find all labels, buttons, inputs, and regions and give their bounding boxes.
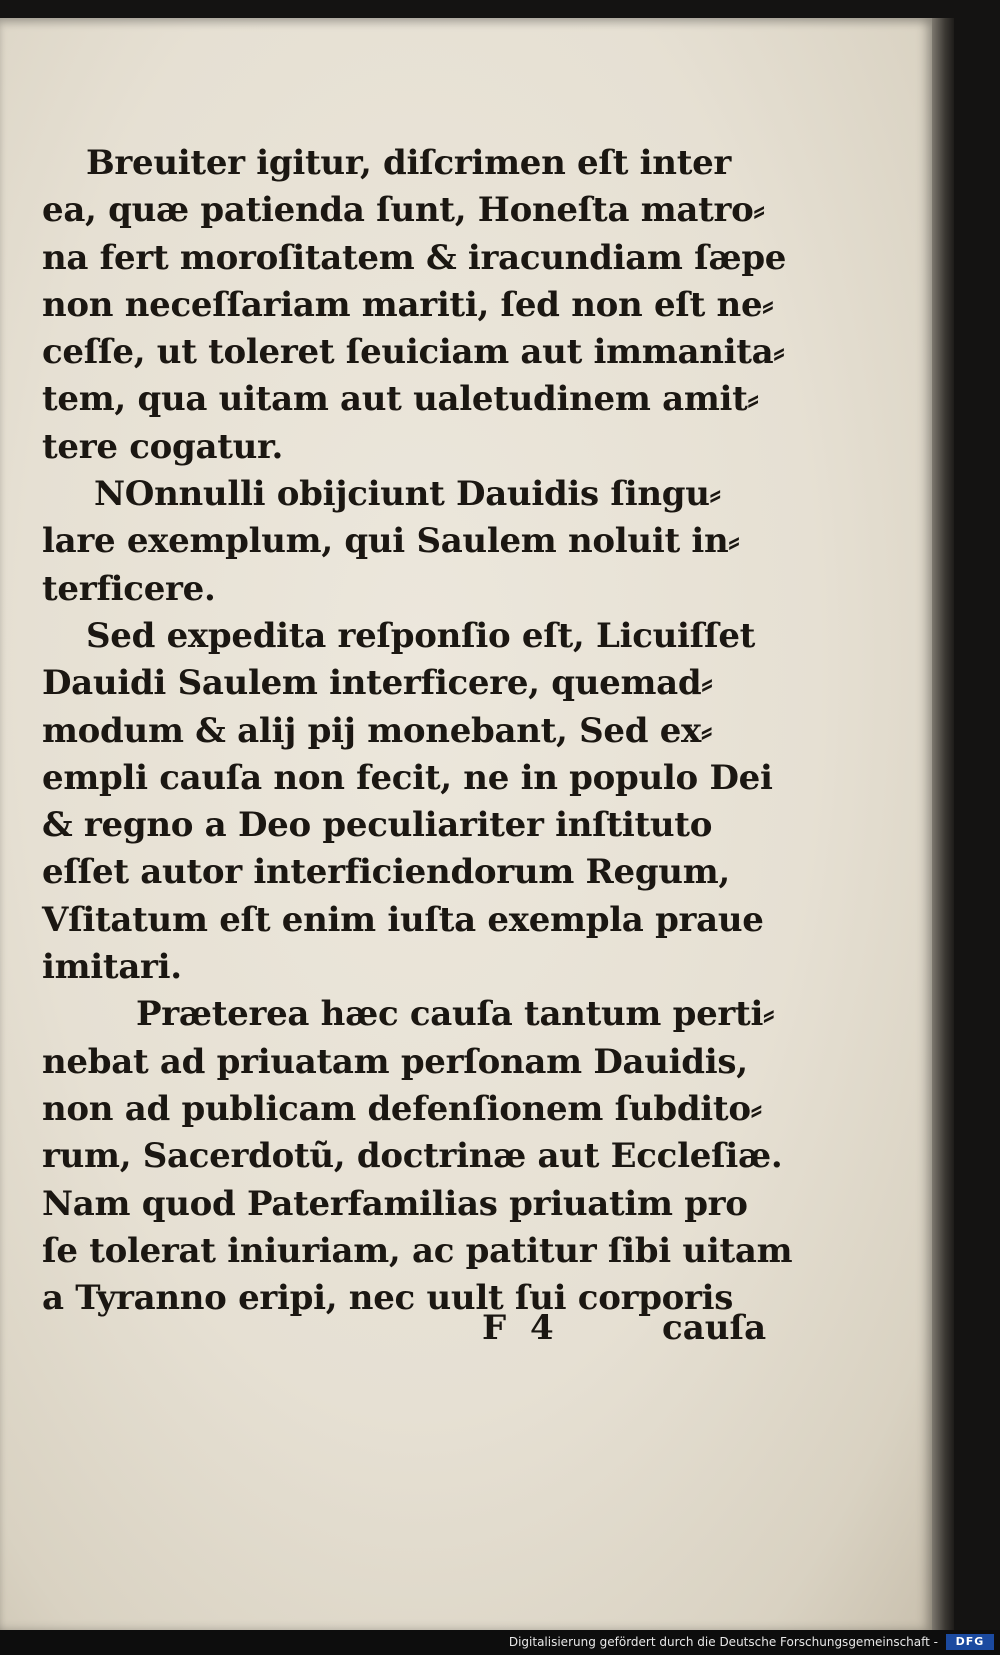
text-line: lare exemplum, qui Saulem noluit in⸗ [42,521,740,562]
text-line: ſe tolerat iniuriam, ac patitur ſibi uitam [42,1230,793,1271]
text-line: tem, qua uitam aut ualetudinem amit⸗ [42,379,759,420]
catchword: cauſa [662,1308,767,1348]
signature-mark: F 4 [482,1308,560,1348]
text-line: NOnnulli obijciunt Dauidis ſingu⸗ [94,474,721,515]
text-line: non neceſſariam mariti, ſed non eſt ne⸗ [42,284,774,325]
text-line: Præterea hæc cauſa tantum perti⸗ [136,994,775,1035]
text-line: imitari. [42,947,182,988]
text-line: nebat ad priuatam perſonam Dauidis, [42,1041,748,1082]
text-line: eſſet autor interficiendorum Regum, [42,852,730,893]
text-line: non ad publicam defenſionem ſubdito⸗ [42,1088,762,1129]
text-line: terficere. [42,568,216,609]
text-line: Vſitatum eſt enim iuſta exempla praue [42,899,764,940]
text-line: Sed expedita reſponſio eſt, Licuiſſet [86,615,756,656]
footer-bar [0,1630,1000,1655]
text-line: Dauidi Saulem interficere, quemad⸗ [42,663,713,704]
text-line: ceſſe, ut toleret ſeuiciam aut immanita⸗ [42,332,785,373]
text-line: na fert moroſitatem & iracundiam ſæpe [42,237,787,278]
text-line: Nam quod Paterfamilias priuatim pro [42,1183,748,1224]
signature-line [42,1308,767,1358]
paragraph-1 [42,140,787,471]
text-line: Breuiter igitur, diſcrimen eſt inter [86,143,732,183]
text-line: a Tyranno eripi, nec uult ſui corporis [42,1278,734,1319]
paragraph-3 [42,613,773,991]
page-text [42,140,793,1322]
dfg-logo: DFG [946,1634,994,1650]
footer-credit: Digitalisierung gefördert durch die Deutsche Forschungsgemeinschaft - [508,1635,938,1649]
page-edge [932,18,954,1630]
text-line: rum, Sacerdotũ, doctrinæ aut Eccleſiæ. [42,1136,783,1177]
text-line: empli cauſa non fecit, ne in populo Dei [42,757,773,798]
text-line: modum & alij pij monebant, Sed ex⸗ [42,710,713,751]
text-line: & regno a Deo peculiariter inſtituto [42,805,713,846]
paragraph-4 [42,991,793,1322]
text-line: ea, quæ patienda ſunt, Honeſta matro⸗ [42,190,765,231]
text-line: tere cogatur. [42,426,284,467]
paragraph-2 [42,471,762,613]
